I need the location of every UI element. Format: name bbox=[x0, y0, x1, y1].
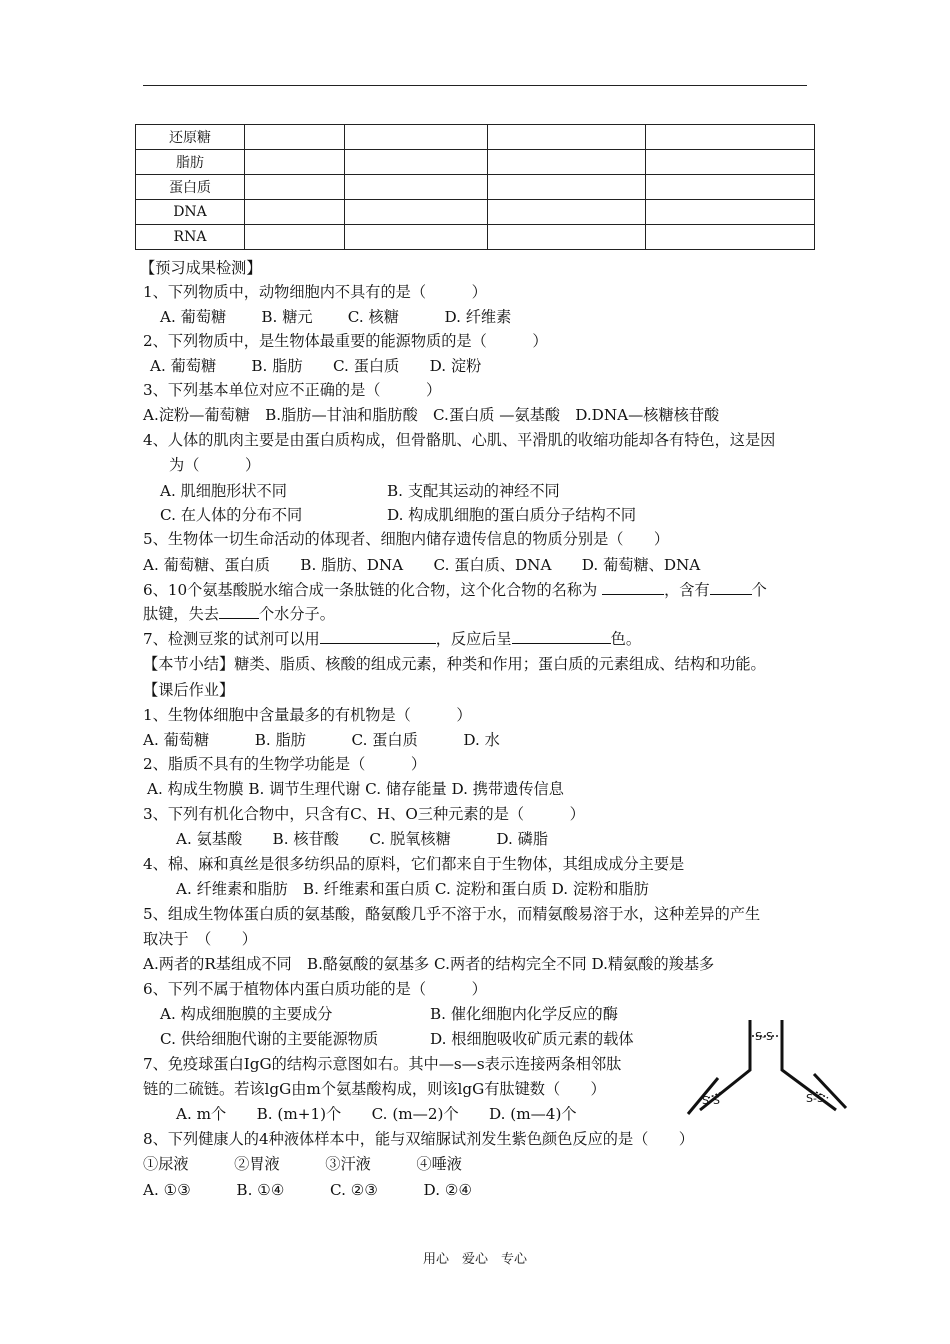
homework-q7: 7、免疫球蛋白IgG的结构示意图如右。其中—s—s表示连接两条相邻肽 bbox=[143, 1055, 622, 1073]
table-cell bbox=[488, 150, 646, 175]
table-cell bbox=[345, 150, 488, 175]
answer-blank[interactable] bbox=[512, 629, 611, 644]
table-cell bbox=[488, 225, 646, 250]
q6-text-b: ，含有 bbox=[664, 581, 710, 599]
homework-q6-option-b: B. 催化细胞内化学反应的酶 bbox=[430, 1005, 618, 1023]
igg-structure-figure bbox=[686, 1018, 850, 1122]
homework-q8-items: ①尿液 ②胃液 ③汗液 ④唾液 bbox=[143, 1155, 462, 1173]
reagent-table bbox=[135, 124, 815, 250]
table-cell bbox=[646, 200, 815, 225]
table-row bbox=[136, 125, 815, 150]
homework-q3-options: A. 氨基酸 B. 核苷酸 C. 脱氧核糖 D. 磷脂 bbox=[176, 830, 549, 848]
q7-text-a: 7、检测豆浆的试剂可以用 bbox=[143, 630, 320, 648]
q7-text-c: 色。 bbox=[610, 630, 642, 648]
answer-blank[interactable] bbox=[320, 629, 436, 644]
answer-blank[interactable] bbox=[219, 604, 259, 619]
table-cell bbox=[245, 200, 345, 225]
ss-label: S-S bbox=[755, 1030, 773, 1043]
row-label: 蛋白质 bbox=[136, 175, 245, 200]
page-footer: 用心 爱心 专心 bbox=[422, 1252, 527, 1267]
preview-q1: 1、下列物质中，动物细胞内不具有的是（ ） bbox=[143, 283, 487, 301]
ss-label: S-S bbox=[806, 1092, 824, 1105]
table-cell bbox=[245, 150, 345, 175]
table-row bbox=[136, 225, 815, 250]
homework-heading: 【课后作业】 bbox=[143, 681, 235, 699]
preview-q4-option-c: C. 在人体的分布不同 bbox=[160, 506, 303, 524]
row-label: DNA bbox=[136, 200, 245, 225]
preview-q2-options: A. 葡萄糖 B. 脂肪 C. 蛋白质 D. 淀粉 bbox=[150, 357, 482, 375]
homework-q6-option-a: A. 构成细胞膜的主要成分 bbox=[160, 1005, 333, 1023]
summary-text: 糖类、脂质、核酸的组成元素，种类和作用；蛋白质的元素组成、结构和功能。 bbox=[234, 655, 766, 673]
preview-q4: 4、人体的肌肉主要是由蛋白质构成，但骨骼肌、心肌、平滑肌的收缩功能却各有特色，这是因 bbox=[143, 431, 776, 449]
table-cell bbox=[646, 225, 815, 250]
homework-q6-option-c: C. 供给细胞代谢的主要能源物质 bbox=[160, 1030, 379, 1048]
q6-line2-b: 个水分子。 bbox=[258, 605, 335, 623]
q6-text-c: 个 bbox=[751, 581, 767, 599]
table-cell bbox=[245, 175, 345, 200]
table-cell bbox=[646, 125, 815, 150]
preview-q4-option-b: B. 支配其运动的神经不同 bbox=[387, 482, 560, 500]
preview-q6-cont bbox=[143, 604, 335, 624]
ss-label: S-S bbox=[702, 1094, 720, 1107]
table-row bbox=[136, 150, 815, 175]
table-cell bbox=[345, 125, 488, 150]
table-cell bbox=[345, 175, 488, 200]
homework-q6: 6、下列不属于植物体内蛋白质功能的是（ ） bbox=[143, 980, 487, 998]
preview-q5: 5、生物体一切生命活动的体现者、细胞内储存遗传信息的物质分别是（ ） bbox=[143, 530, 670, 548]
preview-q6 bbox=[143, 580, 767, 600]
preview-q2: 2、下列物质中，是生物体最重要的能源物质的是（ ） bbox=[143, 332, 548, 350]
table-row bbox=[136, 200, 815, 225]
homework-q5: 5、组成生物体蛋白质的氨基酸，酪氨酸几乎不溶于水，而精氨酸易溶于水，这种差异的产生 bbox=[143, 905, 761, 923]
answer-blank[interactable] bbox=[710, 580, 752, 595]
section-summary bbox=[143, 654, 766, 674]
homework-q8-options: A. ①③ B. ①④ C. ②③ D. ②④ bbox=[143, 1181, 473, 1199]
preview-q1-options: A. 葡萄糖 B. 糖元 C. 核糖 D. 纤维素 bbox=[160, 308, 512, 326]
homework-q8: 8、下列健康人的4种液体样本中，能与双缩脲试剂发生紫色颜色反应的是（ ） bbox=[143, 1130, 694, 1148]
homework-q2: 2、脂质不具有的生物学功能是（ ） bbox=[143, 755, 427, 773]
preview-q7 bbox=[143, 629, 641, 649]
homework-q5-cont: 取决于 （ ） bbox=[143, 930, 257, 948]
homework-q6-option-d: D. 根细胞吸收矿质元素的载体 bbox=[430, 1030, 634, 1048]
homework-q1-options: A. 葡萄糖 B. 脂肪 C. 蛋白质 D. 水 bbox=[143, 731, 500, 749]
table-cell bbox=[245, 225, 345, 250]
homework-q4: 4、棉、麻和真丝是很多纺织品的原料，它们都来自于生物体，其组成成分主要是 bbox=[143, 855, 685, 873]
preview-q5-options: A. 葡萄糖、蛋白质 B. 脂肪、DNA C. 蛋白质、DNA D. 葡萄糖、DNA bbox=[143, 556, 701, 574]
homework-q7-cont: 链的二硫链。若该lgG由m个氨基酸构成，则该lgG有肽键数（ ） bbox=[143, 1080, 606, 1098]
homework-q4-options: A. 纤维素和脂肪 B. 纤维素和蛋白质 C. 淀粉和蛋白质 D. 淀粉和脂肪 bbox=[176, 880, 649, 898]
table-cell bbox=[345, 200, 488, 225]
q6-text-a: 6、10个氨基酸脱水缩合成一条肽链的化合物，这个化合物的名称为 bbox=[143, 581, 598, 599]
table-cell bbox=[345, 225, 488, 250]
table-cell bbox=[646, 175, 815, 200]
summary-label: 【本节小结】 bbox=[143, 655, 235, 673]
preview-q3: 3、下列基本单位对应不正确的是（ ） bbox=[143, 381, 442, 399]
homework-q5-options: A.两者的R基组成不同 B.酪氨酸的氨基多 C.两者的结构完全不同 D.精氨酸的羧基多 bbox=[143, 955, 715, 973]
table-row bbox=[136, 175, 815, 200]
answer-blank[interactable] bbox=[602, 580, 664, 595]
table-cell bbox=[488, 125, 646, 150]
preview-q3-options: A.淀粉—葡萄糖 B.脂肪—甘油和脂肪酸 C.蛋白质 —氨基酸 D.DNA—核糖核苷酸 bbox=[143, 406, 720, 424]
preview-q4-option-a: A. 肌细胞形状不同 bbox=[160, 482, 287, 500]
row-label: 还原糖 bbox=[136, 125, 245, 150]
table-cell bbox=[488, 175, 646, 200]
homework-q7-options: A. m个 B. (m+1)个 C. (m—2)个 D. (m—4)个 bbox=[176, 1105, 577, 1123]
homework-q3: 3、下列有机化合物中，只含有C、H、O三种元素的是（ ） bbox=[143, 805, 585, 823]
table-cell bbox=[646, 150, 815, 175]
q7-text-b: ，反应后呈 bbox=[435, 630, 512, 648]
homework-q2-options: A. 构成生物膜 B. 调节生理代谢 C. 储存能量 D. 携带遗传信息 bbox=[147, 780, 564, 798]
table-cell bbox=[245, 125, 345, 150]
q6-line2-a: 肽键，失去 bbox=[143, 605, 219, 623]
table-cell bbox=[488, 200, 646, 225]
preview-heading: 【预习成果检测】 bbox=[140, 259, 262, 277]
row-label: 脂肪 bbox=[136, 150, 245, 175]
preview-q4-cont: 为（ ） bbox=[169, 456, 261, 474]
row-label: RNA bbox=[136, 225, 245, 250]
preview-q4-option-d: D. 构成肌细胞的蛋白质分子结构不同 bbox=[387, 506, 637, 524]
header-rule bbox=[143, 85, 807, 86]
homework-q1: 1、生物体细胞中含量最多的有机物是（ ） bbox=[143, 706, 472, 724]
